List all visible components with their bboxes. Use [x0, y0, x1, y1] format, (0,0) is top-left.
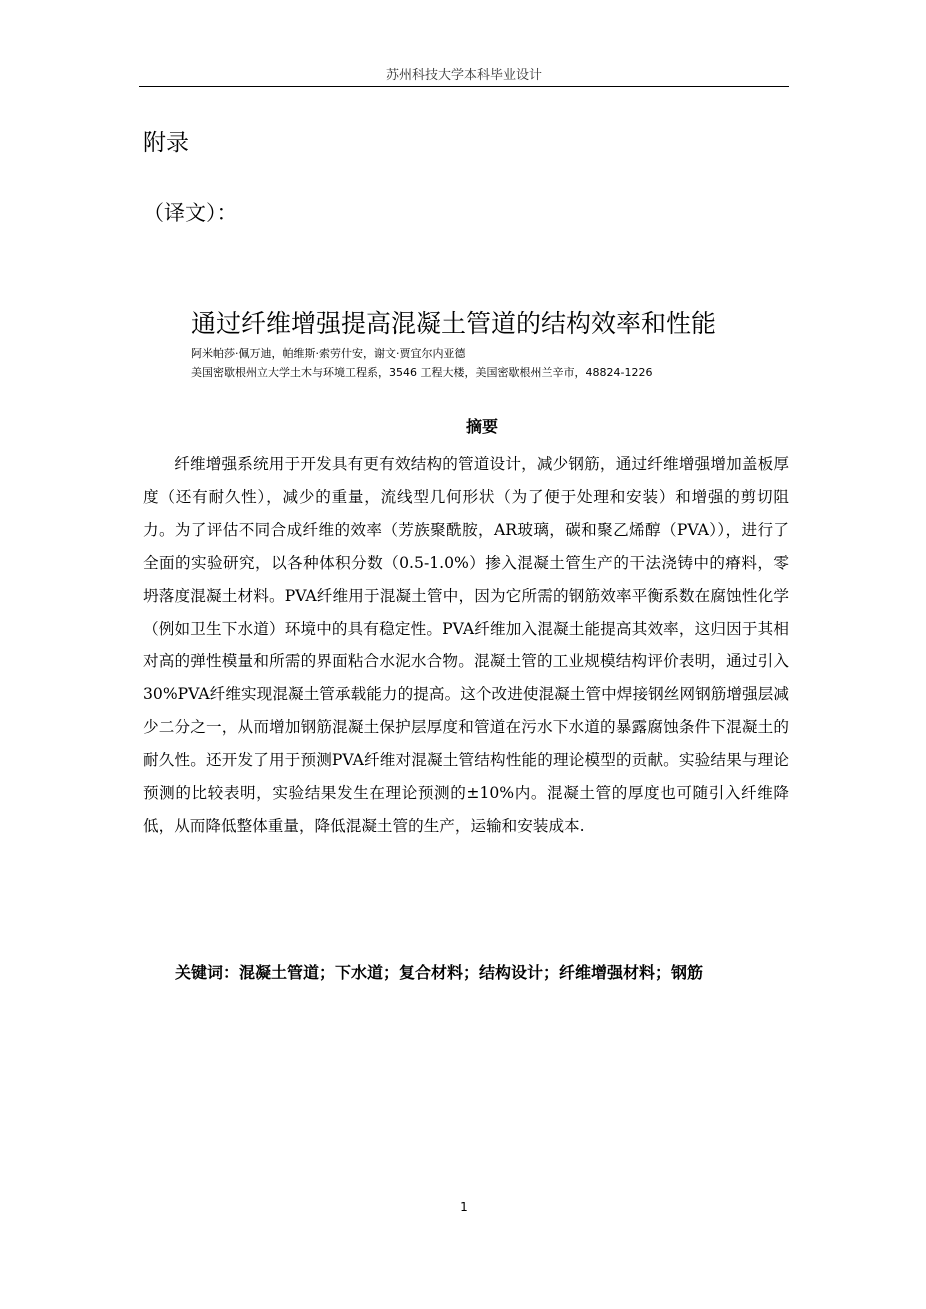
abstract-heading: 摘要 — [465, 417, 498, 436]
paper-title: 通过纤维增强提高混凝土管道的结构效率和性能 — [191, 309, 717, 338]
running-header: 苏州科技大学本科毕业设计 — [385, 68, 542, 83]
appendix-title: 附录 — [143, 130, 189, 156]
header-rule — [139, 86, 789, 87]
translation-label: （译文）： — [143, 201, 238, 225]
paper-affiliation: 美国密歇根州立大学土木与环境工程系，3546 工程大楼，美国密歇根州兰辛市，48824-1226 — [191, 366, 653, 379]
keywords: 关键词：混凝土管道；下水道；复合材料；结构设计；纤维增强材料；钢筋 — [175, 963, 704, 982]
paper-authors: 阿米帕莎·佩万迪，帕维斯·索劳什安，谢文·贾宜尔内亚德 — [191, 347, 466, 360]
page-number: 1 — [460, 1200, 468, 1214]
abstract-body: 纤维增强系统用于开发具有更有效结构的管道设计，减少钢筋，通过纤维增强增加盖板厚度（还有耐久性），减少的重量，流线型几何形状（为了便于处理和安装）和增强的剪切阻力。为了评估不同合成纤维的效率（芳族聚酰胺，AR玻璃，碳和聚乙烯醇（PVA）），进行了全面的实验研究，以各种体积分数（0.5-1.0%）掺入混凝土管生产的干法浇铸中的瘠料，零坍落度混凝土材料。PVA纤维用于混凝土管中，因为它所需的钢筋效率平衡系数在腐蚀性化学（例如卫生下水道）环境中的具有稳定性。PVA纤维加入混凝土能提高其效率，这归因于其相对高的弹性模量和所需的界面粘合水泥水合物。混凝土管的工业规模结构评价表明，通过引入30%PVA纤维实现混凝土管承载能力的提高。这个改进使混凝土管中焊接钢丝网钢筋增强层减少二分之一，从而增加钢筋混凝土保护层厚度和管道在污水下水道的暴露腐蚀条件下混凝土的耐久性。还开发了用于预测PVA纤维对混凝土管结构性能的理论模型的贡献。实验结果与理论预测的比较表明，实验结果发生在理论预测的±10%内。混凝土管的厚度也可随引入纤维降低，从而降低整体重量，降低混凝土管的生产，运输和安装成本. — [143, 455, 789, 835]
